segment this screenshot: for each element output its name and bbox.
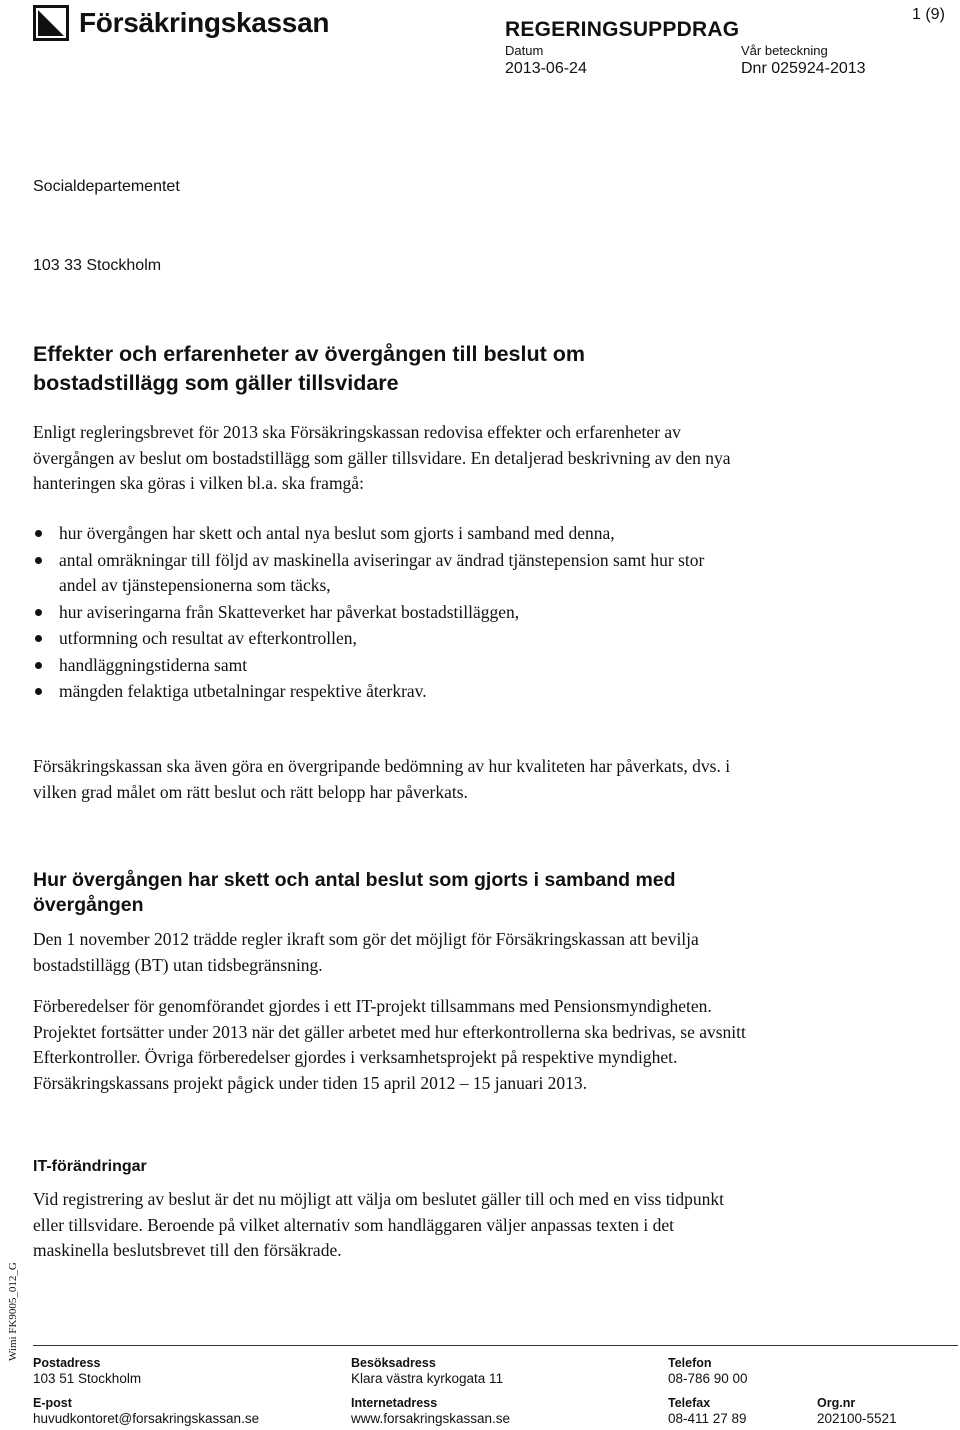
form-code-label: Wimi FK9005_012_G — [7, 1262, 19, 1361]
footer-visit-value: Klara västra kyrkogata 11 — [351, 1371, 504, 1386]
title-line-1: Effekter och erfarenheter av övergången till beslut om — [33, 342, 585, 366]
footer-visit-label: Besöksadress — [351, 1356, 436, 1370]
date-label: Datum — [505, 43, 544, 58]
section-heading-transition: Hur övergången har skett och antal beslut som gjorts i samband med övergången — [33, 869, 676, 916]
bullet-icon — [35, 662, 42, 669]
footer-org-label: Org.nr — [817, 1396, 856, 1410]
recipient-address: 103 33 Stockholm — [33, 257, 162, 274]
bullet-icon — [35, 635, 42, 642]
requirement-list — [33, 521, 733, 706]
bullet-icon — [35, 530, 42, 537]
quality-paragraph: Försäkringskassan ska även göra en övergripande bedömning av hur kvaliteten har påverkats, dvs. i vilken grad målet om rätt beslut och rätt belopp har påverkats. — [33, 756, 731, 802]
recipient-name: Socialdepartementet — [33, 178, 180, 195]
section-paragraph: Vid registrering av beslut är det nu möjligt att välja om beslutet gäller till och med en viss tidpunkt eller tillsvidare. Beroende på vilket alternativ som handläggaren väljer anpassas texten i det maskinella beslutsbrevet till den försäkrade. — [33, 1189, 725, 1260]
section-paragraph: Den 1 november 2012 trädde regler ikraft som gör det möjligt för Försäkringskassan att bevilja bostadstillägg (BT) utan tidsbegränsning. — [33, 929, 699, 975]
footer-org-value: 202100-5521 — [817, 1411, 897, 1426]
footer-phone-label: Telefon — [668, 1356, 712, 1370]
footer-postal-value: 103 51 Stockholm — [33, 1371, 142, 1386]
reference-value: Dnr 025924-2013 — [741, 60, 866, 77]
title-line-2: bostadstillägg som gäller tillsvidare — [33, 371, 399, 395]
list-item: hur övergången har skett och antal nya beslut som gjorts i samband med denna, — [33, 521, 733, 547]
list-item: mängden felaktiga utbetalningar respektive återkrav. — [33, 679, 733, 705]
list-item: handläggningstiderna samt — [33, 653, 733, 679]
footer-phone-value: 08-786 90 00 — [668, 1371, 748, 1386]
section-paragraph: Förberedelser för genomförandet gjordes i ett IT-projekt tillsammans med Pensionsmyndigheten. Projektet fortsätter under 2013 när det gäller arbetet med hur efterkontrollerna ska bedrivas, se avsnitt Efterkontroller. Övriga förberedelser gjordes i verksamhetsprojekt på respektive myndighet. Försäkringskassans projekt pågick under tiden 15 april 2012 – 15 januari 2013. — [33, 996, 746, 1093]
list-item: hur aviseringarna från Skatteverket har påverkat bostadstilläggen, — [33, 600, 733, 626]
bullet-icon — [35, 688, 42, 695]
house-logo-icon — [33, 5, 69, 41]
document-type: REGERINGSUPPDRAG — [505, 18, 740, 41]
intro-paragraph: Enligt regleringsbrevet för 2013 ska Försäkringskassan redovisa effekter och erfarenheter av övergången av beslut om bostadstillägg som gäller tillsvidare. En detaljerad beskrivning av den nya hanteringen ska göras i vilken bl.a. ska framgå: — [33, 422, 731, 493]
footer-email-link[interactable]: huvudkontoret@forsakringskassan.se — [33, 1411, 260, 1426]
footer-fax-value: 08-411 27 89 — [668, 1411, 747, 1426]
section-heading-it-changes: IT-förändringar — [33, 1158, 147, 1175]
reference-label: Vår beteckning — [741, 43, 828, 58]
logo-wordmark: Försäkringskassan — [79, 7, 330, 38]
list-item: antal omräkningar till följd av maskinella aviseringar av ändrad tjänstepension samt hur stor andel av tjänstepensionerna som täcks, — [33, 548, 733, 599]
document-title — [33, 340, 733, 398]
bullet-icon — [35, 557, 42, 564]
page-number: 1 (9) — [912, 6, 945, 23]
footer-divider — [33, 1345, 958, 1346]
footer-email-label: E-post — [33, 1396, 72, 1410]
footer-web-link[interactable]: www.forsakringskassan.se — [351, 1411, 511, 1426]
date-value: 2013-06-24 — [505, 60, 587, 77]
footer-fax-label: Telefax — [668, 1396, 711, 1410]
brand-logo — [33, 3, 329, 43]
bullet-icon — [35, 609, 42, 616]
footer-postal-label: Postadress — [33, 1356, 101, 1370]
list-item: utformning och resultat av efterkontrollen, — [33, 626, 733, 652]
footer-web-label: Internetadress — [351, 1396, 438, 1410]
